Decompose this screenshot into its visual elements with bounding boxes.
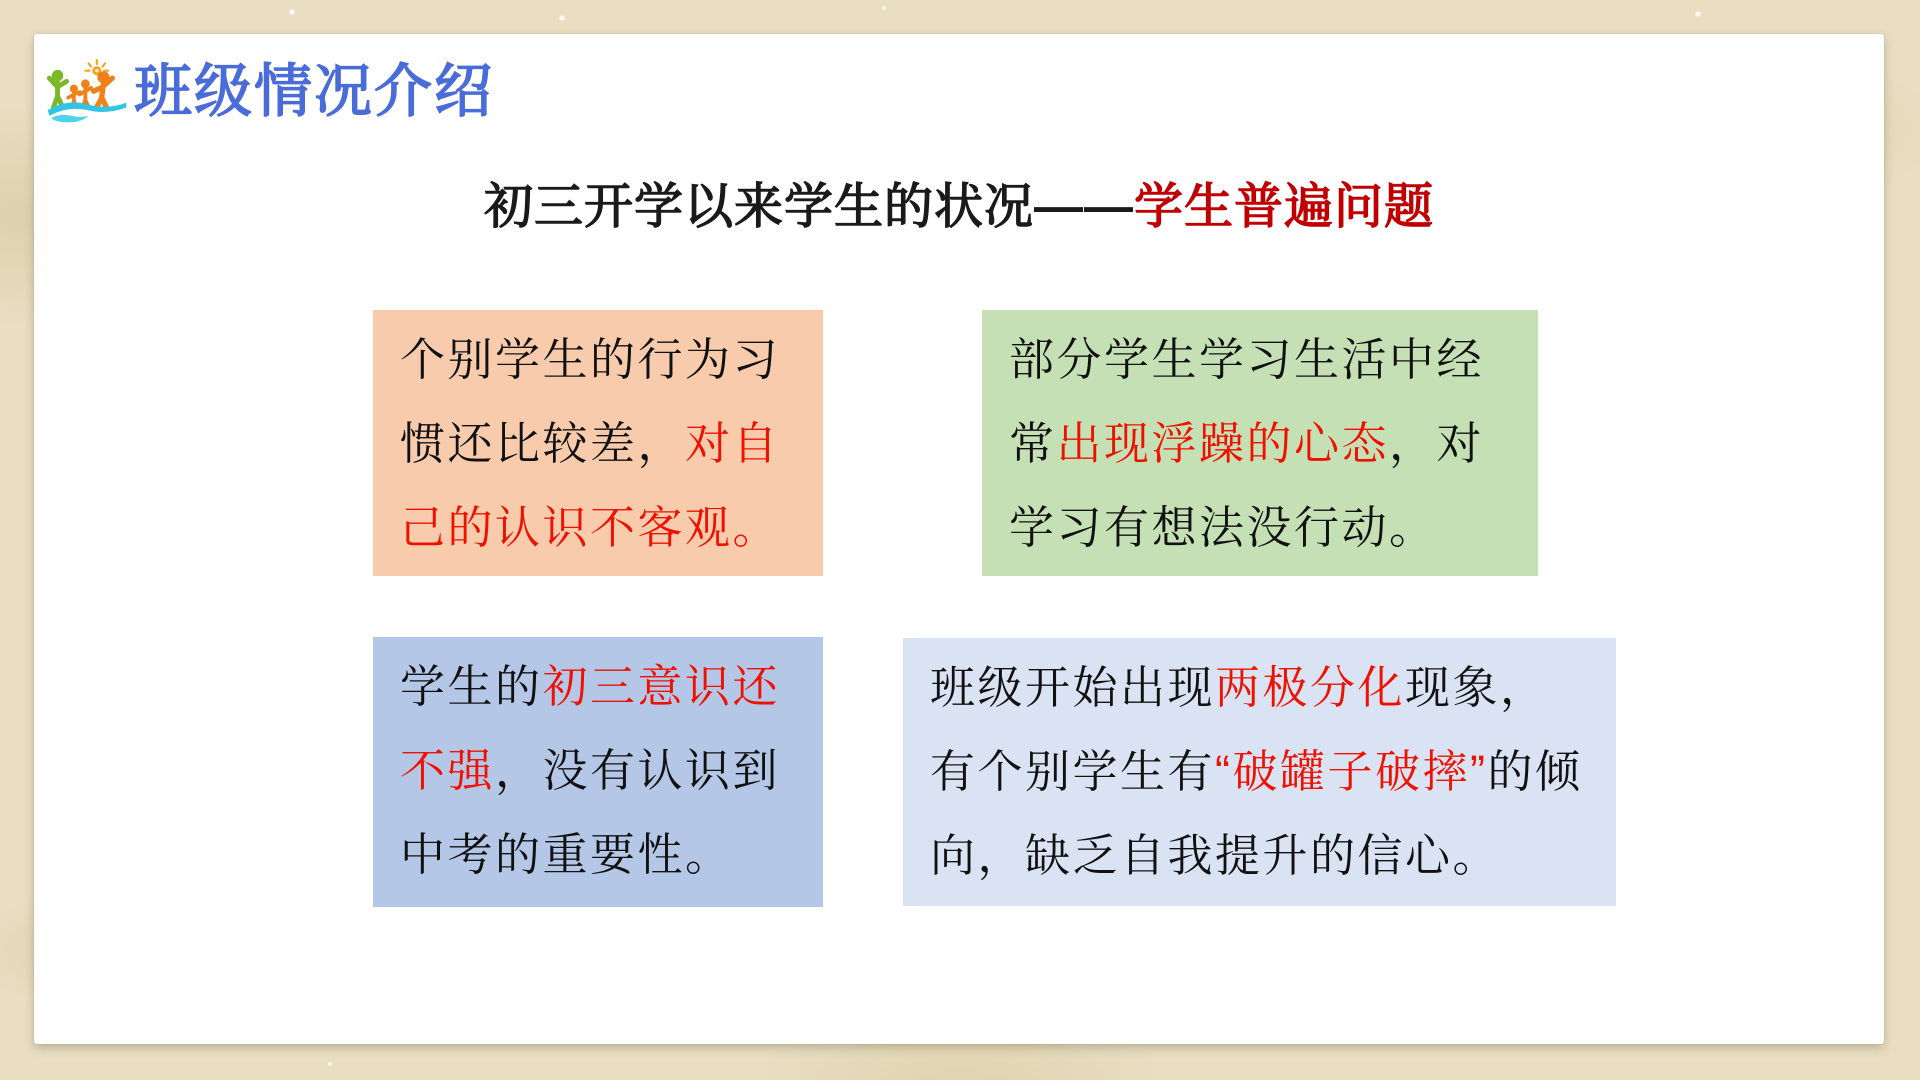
highlighted-text: “破罐子破摔”: [1215, 746, 1488, 797]
highlighted-text: 初三意识还不强: [400, 661, 781, 796]
slide: [34, 34, 1884, 1044]
body-text: ，对学习有想法没行动。: [1009, 418, 1485, 553]
problem-box-mindset: [982, 310, 1538, 576]
body-text: ，没有认识到中考的重要性。: [400, 745, 781, 880]
family-clipart-icon: [44, 56, 130, 128]
subtitle: [34, 168, 1884, 238]
body-text: 班级开始出现: [930, 662, 1216, 713]
body-text: 的倾向，缺乏自我提升的信心。: [930, 746, 1583, 881]
highlighted-text: 两极分化: [1215, 662, 1406, 713]
page-title: 班级情况介绍: [134, 59, 495, 125]
body-text: 部分学生学习生活中经常: [1009, 334, 1485, 469]
subtitle-black-text: 初三开学以来学生的状况——: [483, 180, 1134, 234]
highlighted-text: 出现浮躁的心态: [1056, 418, 1390, 469]
body-text: 个别学生的行为习惯还比较差，: [400, 334, 781, 469]
body-text: 学生的: [400, 661, 543, 712]
body-text: 现象，有个别学生有: [930, 662, 1548, 797]
subtitle-red-text: 学生普遍问题: [1134, 180, 1435, 234]
highlighted-text: 对自己的认识不客观。: [400, 418, 781, 553]
problem-box-behavior: [373, 310, 823, 576]
problem-box-polarization: [903, 638, 1616, 906]
slide-header: [44, 56, 494, 128]
problem-box-awareness: [373, 637, 823, 907]
